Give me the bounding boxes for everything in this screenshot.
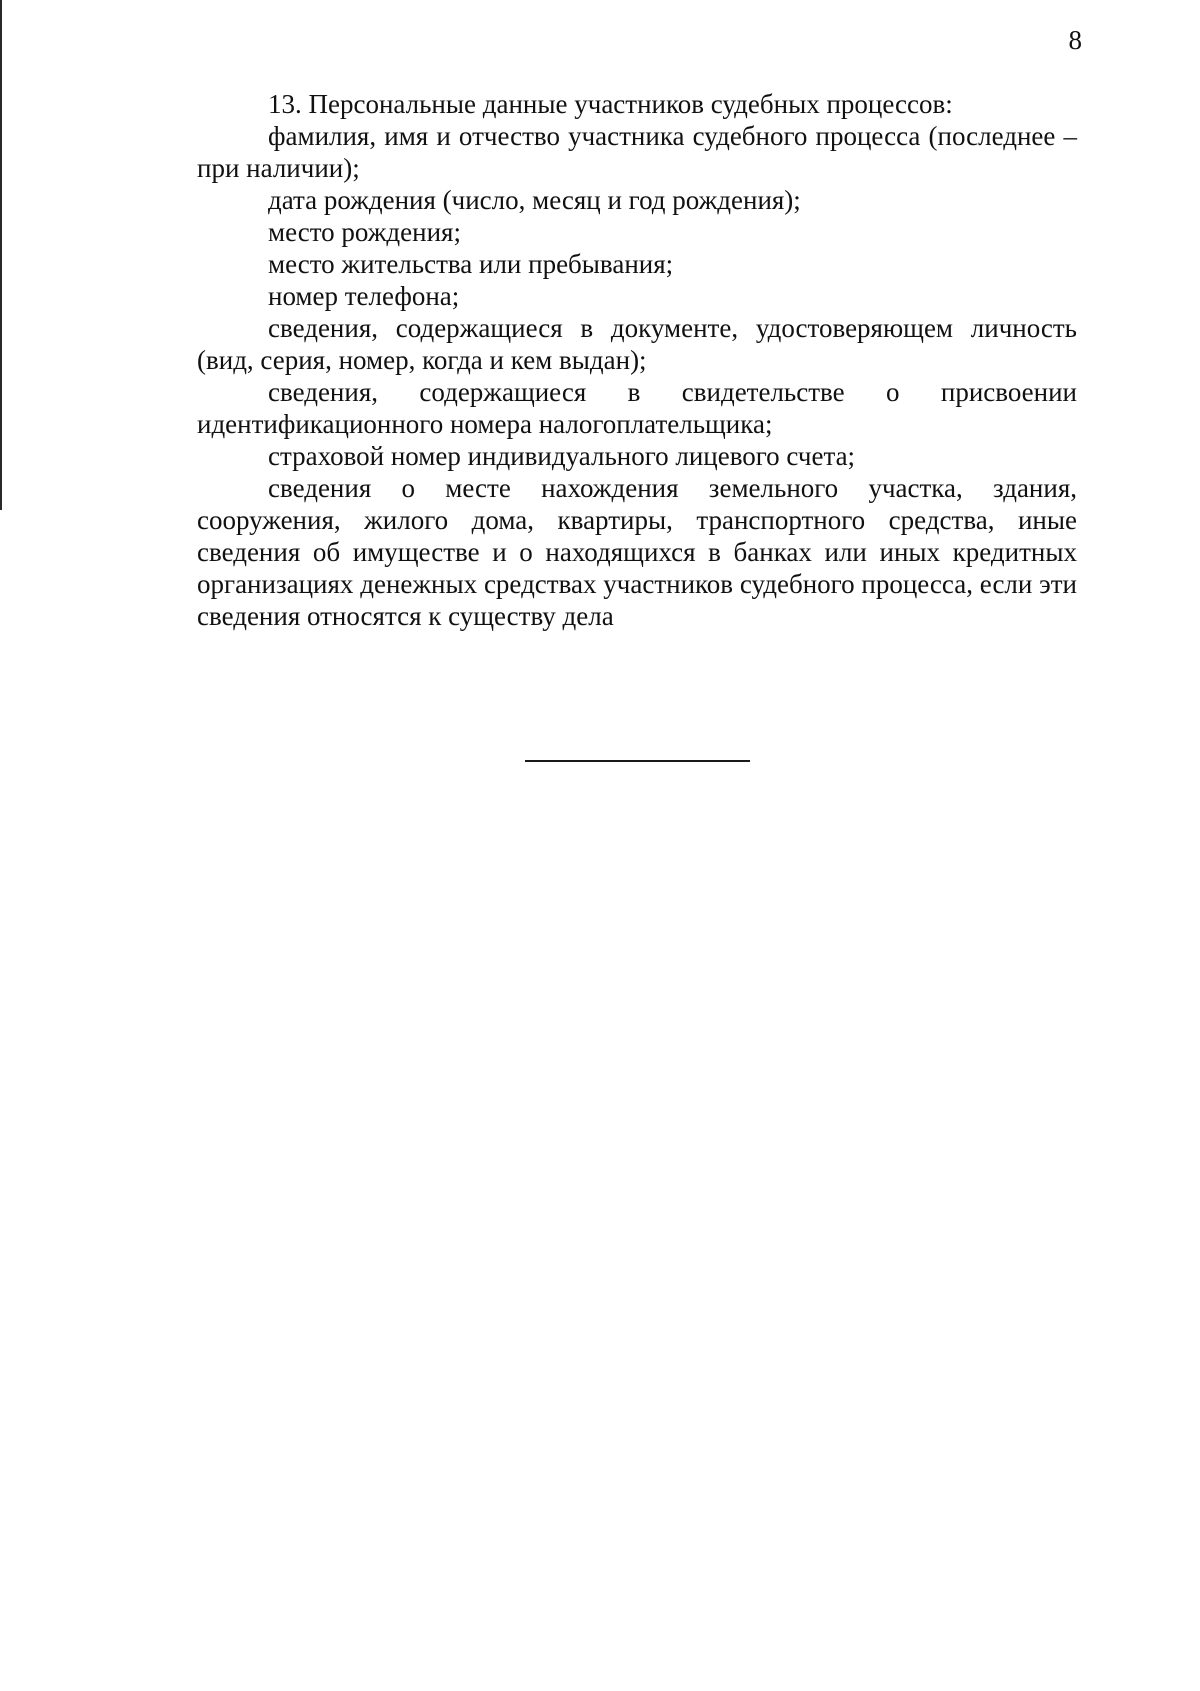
list-item: сведения, содержащиеся в свидетельстве о присвоении идентификационного номера налогоплательщика; — [197, 377, 1077, 439]
end-separator-line — [525, 760, 750, 762]
list-item: фамилия, имя и отчество участника судебного процесса (последнее – при наличии); — [197, 121, 1077, 183]
section-heading: 13. Персональные данные участников судебных процессов: — [268, 89, 953, 119]
list-item: сведения, содержащиеся в документе, удостоверяющем личность (вид, серия, номер, когда и кем выдан); — [197, 313, 1077, 375]
list-item: сведения о месте нахождения земельного участка, здания, сооружения, жилого дома, квартиры, транспортного средства, иные сведения об имуществе и о находящихся в банках или иных кредитных организациях денежных средствах участников судебного процесса, если эти сведения относятся к существу дела — [197, 473, 1077, 631]
document-body — [197, 88, 1077, 632]
page-number: 8 — [1068, 25, 1082, 55]
list-item: номер телефона; — [268, 281, 460, 311]
list-item: страховой номер индивидуального лицевого счета; — [268, 441, 856, 471]
scan-edge-line — [0, 0, 2, 510]
list-item: дата рождения (число, месяц и год рождения); — [268, 185, 801, 215]
list-item: место рождения; — [268, 217, 461, 247]
list-item: место жительства или пребывания; — [268, 249, 674, 279]
